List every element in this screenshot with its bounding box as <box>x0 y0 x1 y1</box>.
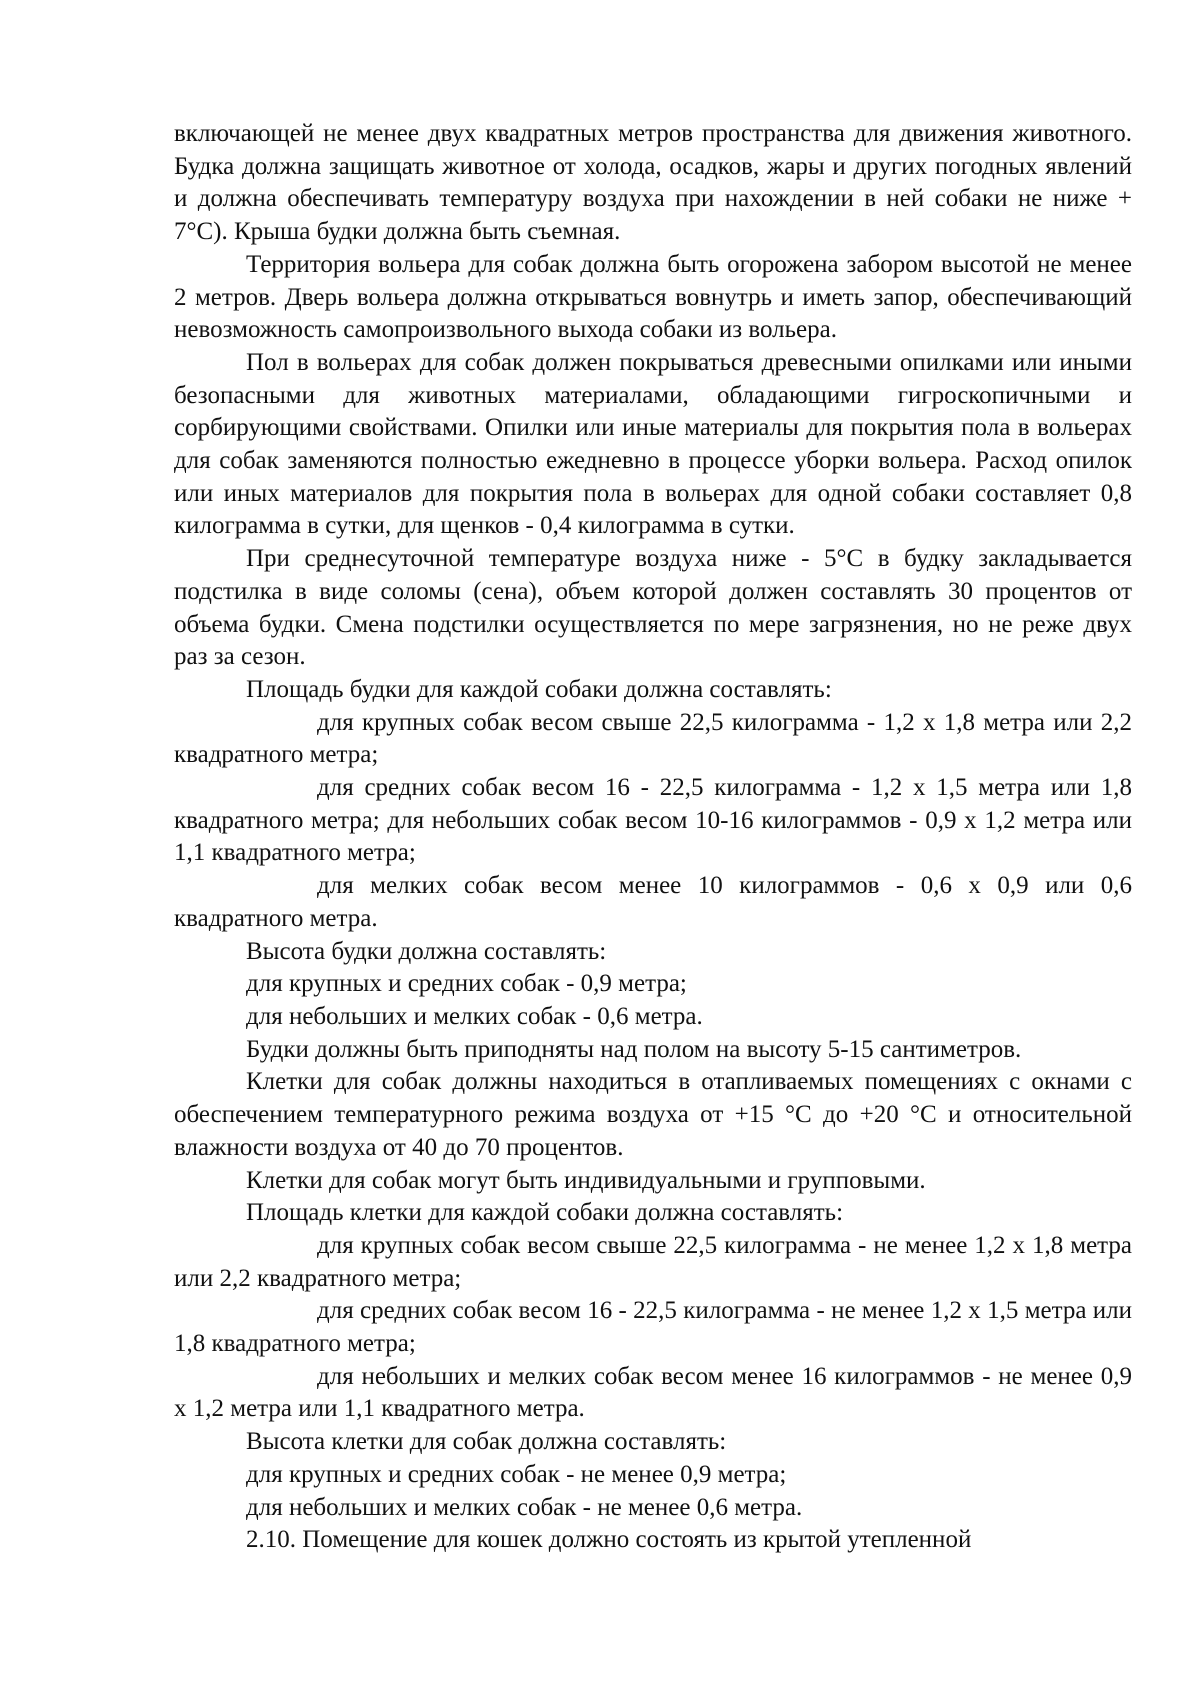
paragraph: Высота будки должна составлять: <box>246 937 607 965</box>
paragraph: для средних собак весом 16 - 22,5 килограмма - 1,2 х 1,5 метра или 1,8 квадратного метра; для небольших собак весом 10-16 килограммов - 0,9 х 1,2 метра или 1,1 квадратного метра; <box>174 774 1132 867</box>
paragraph: для небольших и мелких собак весом менее 16 килограммов - не менее 0,9 х 1,2 метра или 1,1 квадратного метра. <box>174 1362 1132 1423</box>
paragraph: для крупных собак весом свыше 22,5 килограмма - 1,2 х 1,8 метра или 2,2 квадратного метра; <box>174 708 1132 769</box>
paragraph: 2.10. Помещение для кошек должно состоять из крытой утепленной <box>246 1526 972 1554</box>
paragraph: для средних собак весом 16 - 22,5 килограмма - не менее 1,2 х 1,5 метра или 1,8 квадратного метра; <box>174 1297 1132 1358</box>
paragraph: Высота клетки для собак должна составлять: <box>246 1428 727 1456</box>
paragraph: Площадь будки для каждой собаки должна составлять: <box>246 675 832 703</box>
paragraph: Клетки для собак должны находиться в отапливаемых помещениях с окнами с обеспечением температурного режима воздуха от +15 °С до +20 °С и относительной влажности воздуха от 40 до 70 процентов. <box>174 1068 1132 1161</box>
document-page <box>174 118 1132 1557</box>
paragraph: Площадь клетки для каждой собаки должна составлять: <box>246 1199 844 1227</box>
paragraph: Клетки для собак могут быть индивидуальными и групповыми. <box>246 1166 926 1194</box>
paragraph: Будки должны быть приподняты над полом на высоту 5-15 сантиметров. <box>246 1035 1022 1063</box>
paragraph: Пол в вольерах для собак должен покрываться древесными опилками или иными безопасными для животных материалами, обладающими гигроскопичными и сорбирующими свойствами. Опилки или иные материалы для покрытия пола в вольерах для собак заменяются полностью ежедневно в процессе уборки вольера. Расход опилок или иных материалов для покрытия пола в вольерах для одной собаки составляет 0,8 килограмма в сутки, для щенков - 0,4 килограмма в сутки. <box>174 348 1132 540</box>
paragraph: для крупных и средних собак - не менее 0,9 метра; <box>246 1460 787 1488</box>
paragraph: Территория вольера для собак должна быть огорожена забором высотой не менее 2 метров. Дверь вольера должна открываться вовнутрь и иметь запор, обеспечивающий невозможность самопроизвольного выхода собаки из вольера. <box>174 250 1132 344</box>
paragraph: для небольших и мелких собак - 0,6 метра. <box>246 1002 703 1030</box>
paragraph: При среднесуточной температуре воздуха ниже - 5°С в будку закладывается подстилка в виде соломы (сена), объем которой должен составлять 30 процентов от объема будки. Смена подстилки осуществляется по мере загрязнения, но не реже двух раз за сезон. <box>174 545 1132 671</box>
paragraph: для крупных собак весом свыше 22,5 килограмма - не менее 1,2 х 1,8 метра или 2,2 квадратного метра; <box>174 1231 1132 1292</box>
paragraph: для крупных и средних собак - 0,9 метра; <box>246 970 687 998</box>
paragraph: включающей не менее двух квадратных метров пространства для движения животного. Будка должна защищать животное от холода, осадков, жары и других погодных явлений и должна обеспечивать температуру воздуха при нахождении в ней собаки не ниже + 7°С). Крыша будки должна быть съемная. <box>174 120 1132 246</box>
paragraph: для небольших и мелких собак - не менее 0,6 метра. <box>246 1493 803 1521</box>
paragraph: для мелких собак весом менее 10 килограммов - 0,6 х 0,9 или 0,6 квадратного метра. <box>174 872 1132 932</box>
